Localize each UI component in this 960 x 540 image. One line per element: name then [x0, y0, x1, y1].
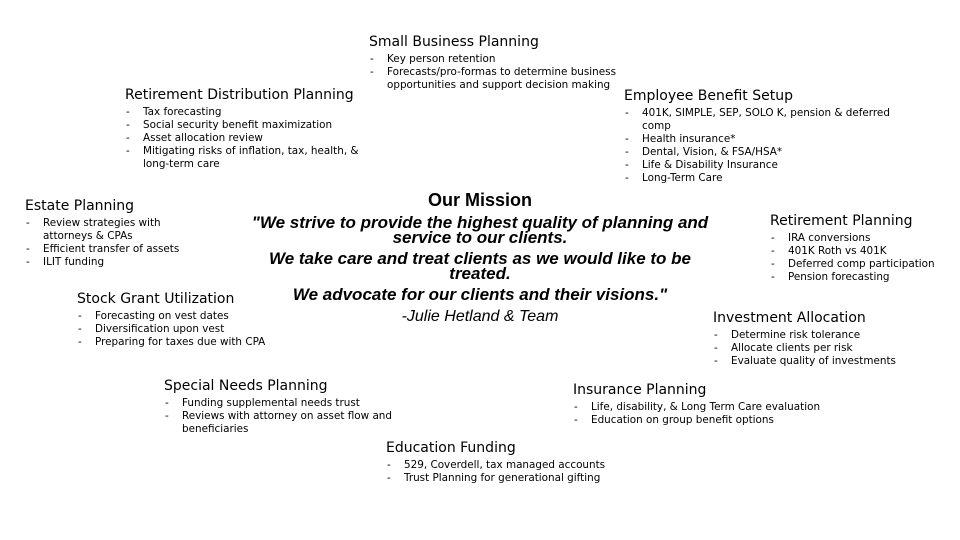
mission-line: We take care and treat clients as we would like to be treated.: [268, 249, 691, 283]
mission-line: "We strive to provide the highest quality of planning and service to our clients.: [251, 213, 709, 247]
list-item: - Preparing for taxes due with CPA: [77, 336, 297, 349]
list-item: - IRA conversions: [770, 232, 950, 245]
list-item: - Reviews with attorney on asset flow and beneficiaries: [164, 410, 394, 436]
mission-signature: -Julie Hetland & Team: [401, 308, 559, 325]
small-business-planning-section: [369, 34, 619, 92]
list-item: - Funding supplemental needs trust: [164, 397, 394, 410]
estate-planning-section: [25, 198, 210, 269]
section-list: [770, 232, 950, 284]
section-title: Estate Planning: [25, 198, 135, 214]
section-list: [77, 310, 297, 349]
insurance-planning-section: [573, 382, 833, 427]
mission-statement: [240, 190, 720, 332]
employee-benefit-setup-section: [624, 88, 914, 185]
section-list: [713, 329, 913, 368]
list-item: - Review strategies with attorneys & CPAs: [25, 217, 210, 243]
list-item: - Education on group benefit options: [573, 414, 833, 427]
list-item: - Determine risk tolerance: [713, 329, 913, 342]
mission-title: Our Mission: [427, 190, 532, 210]
retirement-planning-section: [770, 213, 950, 284]
list-item: - ILIT funding: [25, 256, 210, 269]
list-item: - Life, disability, & Long Term Care evaluation: [573, 401, 833, 414]
section-title: Retirement Planning: [770, 213, 913, 229]
section-title: Special Needs Planning: [164, 378, 328, 394]
list-item: - Evaluate quality of investments: [713, 355, 913, 368]
section-title: Employee Benefit Setup: [624, 88, 793, 104]
list-item: - Pension forecasting: [770, 271, 950, 284]
list-item: - 401K Roth vs 401K: [770, 245, 950, 258]
section-list: [573, 401, 833, 427]
section-list: [25, 217, 210, 269]
section-list: [125, 106, 375, 171]
list-item: - Forecasting on vest dates: [77, 310, 297, 323]
mission-line: We advocate for our clients and their visions.": [292, 285, 668, 304]
list-item: - Mitigating risks of inflation, tax, health, & long-term care: [125, 145, 375, 171]
section-title: Stock Grant Utilization: [77, 291, 235, 307]
special-needs-planning-section: [164, 378, 394, 436]
list-item: - Trust Planning for generational gifting: [386, 472, 616, 485]
investment-allocation-section: [713, 310, 913, 368]
section-list: [164, 397, 394, 436]
list-item: - Tax forecasting: [125, 106, 375, 119]
education-funding-section: [386, 440, 616, 485]
list-item: - Diversification upon vest: [77, 323, 297, 336]
list-item: - 401K, SIMPLE, SEP, SOLO K, pension & deferred comp: [624, 107, 914, 133]
list-item: - Health insurance*: [624, 133, 914, 146]
section-title: Investment Allocation: [713, 310, 866, 326]
section-list: [386, 459, 616, 485]
list-item: - Asset allocation review: [125, 132, 375, 145]
list-item: - Deferred comp participation: [770, 258, 950, 271]
stock-grant-utilization-section: [77, 291, 297, 349]
list-item: - Forecasts/pro-formas to determine business opportunities and support decision making: [369, 66, 619, 92]
section-title: Education Funding: [386, 440, 516, 456]
list-item: - Dental, Vision, & FSA/HSA*: [624, 146, 914, 159]
list-item: - Life & Disability Insurance: [624, 159, 914, 172]
section-list: [624, 107, 914, 185]
section-list: [369, 53, 619, 92]
list-item: - Social security benefit maximization: [125, 119, 375, 132]
section-title: Retirement Distribution Planning: [125, 87, 354, 103]
retirement-distribution-planning-section: [125, 87, 375, 171]
section-title: Small Business Planning: [369, 34, 539, 50]
list-item: - Long-Term Care: [624, 172, 914, 185]
list-item: - 529, Coverdell, tax managed accounts: [386, 459, 616, 472]
list-item: - Allocate clients per risk: [713, 342, 913, 355]
section-title: Insurance Planning: [573, 382, 707, 398]
list-item: - Key person retention: [369, 53, 619, 66]
list-item: - Efficient transfer of assets: [25, 243, 210, 256]
